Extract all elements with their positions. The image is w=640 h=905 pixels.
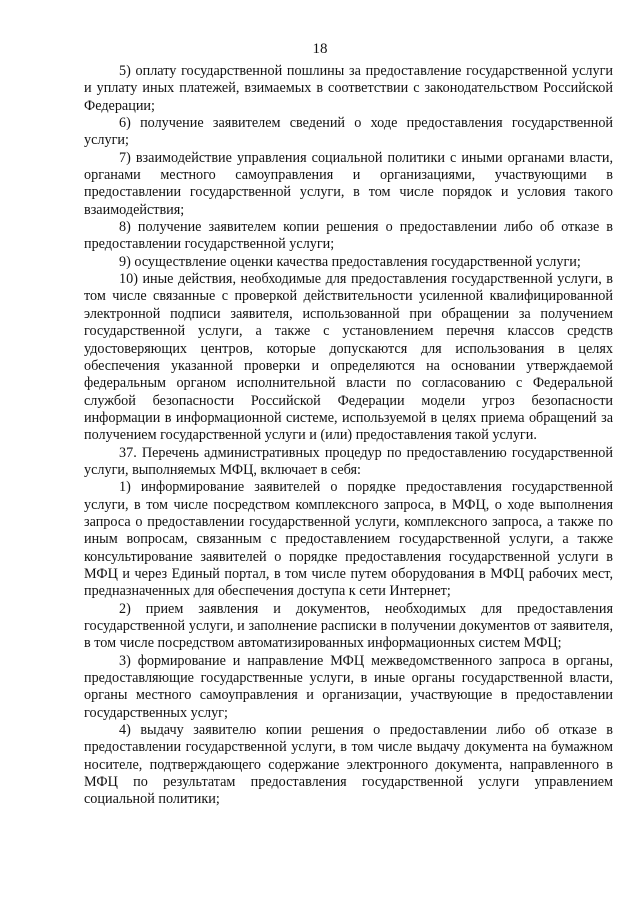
document-body <box>84 63 613 809</box>
paragraph-section-37: 37. Перечень административных процедур по предоставлению государственной услуги, выполняемых МФЦ, включает в себя: <box>84 444 613 478</box>
paragraph-mfc-item-3: 3) формирование и направление МФЦ межведомственного запроса в органы, предоставляющие государственные услуги, в иные органы государственной власти, органы местного самоуправления и организации, участвующие в предоставлении государственных услуг; <box>84 652 613 721</box>
paragraph-mfc-item-2: 2) прием заявления и документов, необходимых для предоставления государственной услуги, и заполнение расписки в получении документов от заявителя, в том числе посредством автоматизированных информационных систем МФЦ; <box>84 600 613 652</box>
paragraph-mfc-item-1: 1) информирование заявителей о порядке предоставления государственной услуги, в том числе посредством комплексного запроса, в МФЦ, о ходе выполнения запроса о предоставлении государственной услуги, комплексного запроса, а также по иным вопросам, связанным с предоставлением государственной услуги, а также консультирование заявителей о порядке предоставления государственной услуги в МФЦ и через Единый портал, в том числе путем оборудования в МФЦ рабочих мест, предназначенных для обеспечения доступа к сети Интернет; <box>84 479 613 600</box>
paragraph-item-8: 8) получение заявителем копии решения о предоставлении либо об отказе в предоставлении государственной услуги; <box>84 219 613 253</box>
paragraph-mfc-item-4: 4) выдачу заявителю копии решения о предоставлении либо об отказе в предоставлении государственной услуги, в том числе выдачу документа на бумажном носителе, подтверждающего содержание электронного документа, направленного в МФЦ по результатам предоставления государственной услуги управлением социальной политики; <box>84 722 613 808</box>
paragraph-item-6: 6) получение заявителем сведений о ходе предоставления государственной услуги; <box>84 115 613 149</box>
page-number: 18 <box>312 41 328 57</box>
paragraph-item-7: 7) взаимодействие управления социальной политики с иными органами власти, органами местного самоуправления и организациями, участвующими в предоставлении государственной услуги, в том числе порядок и условия такого взаимодействия; <box>84 149 613 218</box>
paragraph-item-9: 9) осуществление оценки качества предоставления государственной услуги; <box>119 253 581 270</box>
paragraph-item-5: 5) оплату государственной пошлины за предоставление государственной услуги и уплату иных платежей, взимаемых в соответствии с законодательством Российской Федерации; <box>84 63 613 114</box>
paragraph-item-10: 10) иные действия, необходимые для предоставления государственной услуги, в том числе связанные с проверкой действительности усиленной квалифицированной электронной подписи заявителя, использованной при обращении за получением государственной услуги, а также с установлением перечня классов средств удостоверяющих центров, которые допускаются для использования в целях обеспечения указанной проверки и определяются на основании утверждаемой федеральным органом исполнительной власти по согласованию с Федеральной службой безопасности Российской Федерации модели угроз безопасности информации в информационной системе, используемой в целях приема обращений за получением государственной услуги и (или) предоставления такой услуги. <box>84 271 613 444</box>
